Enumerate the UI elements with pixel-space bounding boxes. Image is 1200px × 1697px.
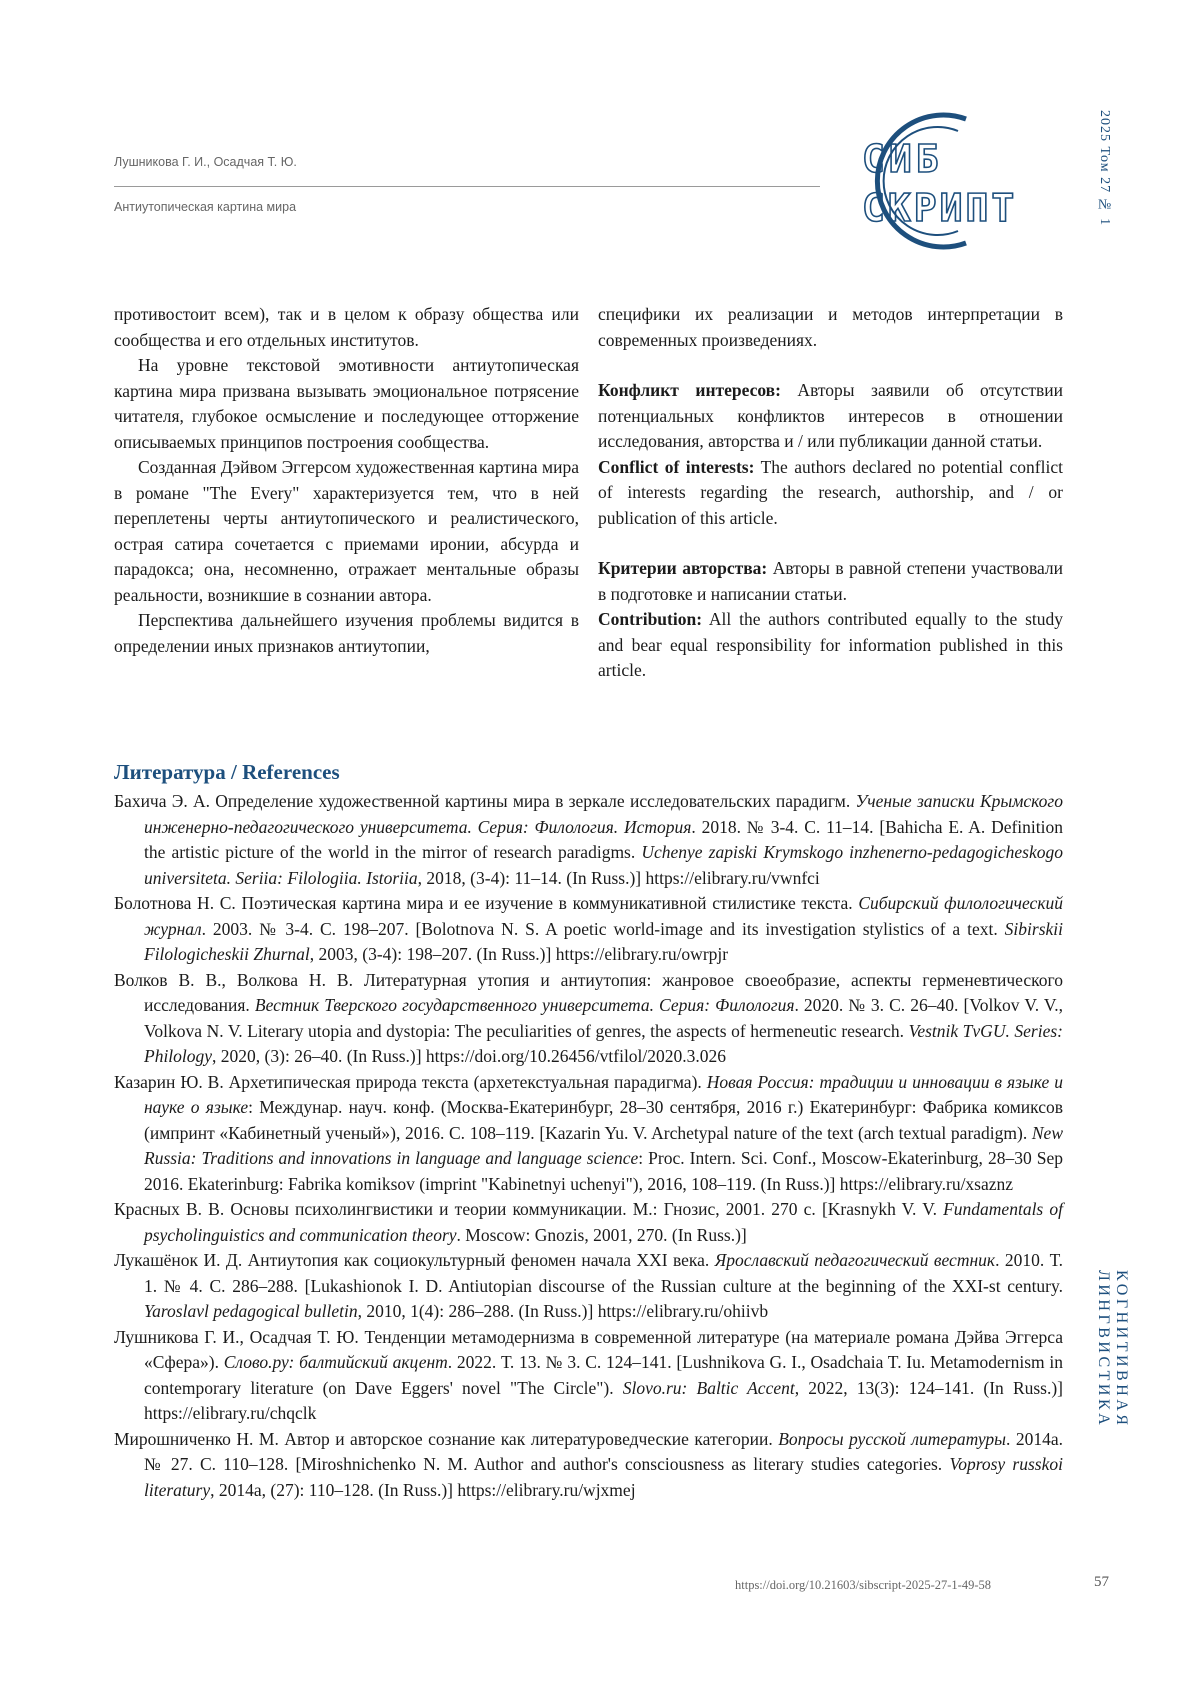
contribution-en-text: All the authors contributed equally to the study and bear equal responsibility for information published in this article.: [598, 609, 1063, 680]
conflict-ru-text: Авторы заявили об отсутствии потенциальных конфликтов интересов в отношении исследования, авторства и / или публикации данной статьи.: [598, 380, 1063, 451]
reference-text: Бахича Э. А. Определение художественной картины мира в зеркале исследовательских парадигм.: [114, 791, 856, 811]
running-head-title: Антиутопическая картина мира: [114, 200, 297, 214]
logo-text-line2: СКРИПТ: [862, 186, 1018, 230]
reference-text: Болотнова Н. С. Поэтическая картина мира и ее изучение в коммуникативной стилистике текста.: [114, 893, 859, 913]
reference-source: Вопросы русской литературы: [778, 1428, 1006, 1449]
reference-source: Ярославский педагогический вестник: [714, 1250, 996, 1270]
reference-source: Сибирский филологический журнал: [144, 893, 1063, 939]
section-label: КОГНИТИВНАЯ ЛИНГВИСТИКА: [1095, 1270, 1130, 1429]
contribution-ru-label: Критерии авторства:: [598, 558, 768, 578]
paragraph: Созданная Дэйвом Эггерсом художественная картина мира в романе "The Every" характеризуется тем, что в ней переплетены черты антиутопического и реалистического, острая сатира сочетается с приемами иронии, абсурда и парадокса; она, несомненно, отражает ментальные образы реальности, возникшие в сознании автора.: [114, 457, 579, 605]
reference-source: Uchenye zapiski Krymskogo inzhenerno-pedagogicheskogo universiteta. Seriia: Filologiia. Istoriia: [144, 842, 1063, 888]
paragraph: противостоит всем), так и в целом к образу общества или сообщества и его отдельных институтов.: [114, 304, 579, 350]
reference-source: Yaroslavl pedagogical bulletin: [144, 1301, 358, 1321]
conflict-en-label: Conflict of interests:: [598, 456, 755, 477]
reference-text: , 2018, (3-4): 11–14. (In Russ.)] https://elibrary.ru/vwnfci: [417, 867, 820, 888]
logo-text-line1: СИБ: [862, 137, 943, 181]
conflict-ru: [598, 378, 1063, 455]
reference-item: [114, 1248, 1063, 1325]
reference-text: , 2022, 13(3): 124–141. (In Russ.)] https://elibrary.ru/chqclk: [144, 1377, 1064, 1423]
reference-source: Ученые записки Крымского инженерно-педагогического университета. Серия: Филология. История: [144, 791, 1063, 837]
reference-item: [114, 1197, 1063, 1248]
reference-source: Слово.ру: балтийский акцент: [223, 1352, 448, 1372]
reference-text: , 2014a, (27): 110–128. (In Russ.)] https://elibrary.ru/wjxmej: [210, 1479, 636, 1500]
reference-text: . 2014a. № 27. С. 110–128. [Miroshnichenko N. M. Author and author's consciousness as literary studies categories.: [144, 1428, 1063, 1474]
left-column: [114, 302, 579, 659]
reference-text: Красных В. В. Основы психолингвистики и теории коммуникации. М.: Гнозис, 2001. 270 с. [Krasnykh V. V.: [114, 1199, 944, 1219]
references-list: [114, 789, 1063, 1503]
reference-text: . 2020. № 3. С. 26–40. [Volkov V. V., Volkova N. V. Literary utopia and dystopia: The peculiarities of genres, the aspects of hermeneutic research.: [144, 995, 1064, 1041]
references-heading: Литература / References: [114, 760, 340, 784]
reference-source: Slovo.ru: Baltic Accent: [622, 1377, 795, 1398]
paragraph: специфики их реализации и методов интерпретации в современных произведениях.: [598, 304, 1063, 350]
page-number: 57: [1094, 1574, 1109, 1590]
reference-text: . 2018. № 3-4. С. 11–14. [Bahicha E. A. Definition the artistic picture of the world in the mirror of research paradigms.: [144, 816, 1063, 862]
reference-source: New Russia: Traditions and innovations in language and language science: [144, 1122, 1063, 1168]
reference-text: Лукашёнок И. Д. Антиутопия как социокультурный феномен начала XXI века.: [114, 1250, 715, 1270]
header-divider: [114, 186, 820, 187]
reference-source: Sibirskii Filologicheskii Zhurnal: [144, 918, 1063, 964]
spacer: [598, 531, 1063, 556]
contribution-ru-text: Авторы в равной степени участвовали в подготовке и написании статьи.: [598, 558, 1063, 604]
running-head-authors: Лушникова Г. И., Осадчая Т. Ю.: [114, 155, 297, 169]
footer-doi-link[interactable]: https://doi.org/10.21603/sibscript-2025-27-1-49-58: [735, 1578, 992, 1592]
reference-item: [114, 1427, 1063, 1504]
conflict-ru-label: Конфликт интересов:: [598, 380, 781, 400]
reference-item: [114, 1070, 1063, 1198]
reference-item: [114, 789, 1063, 891]
right-column: [598, 302, 1063, 684]
paragraph: Перспектива дальнейшего изучения проблемы видится в определении иных признаков антиутопии,: [114, 610, 579, 656]
reference-text: . 2003. № 3-4. С. 198–207. [Bolotnova N. S. A poetic world-image and its investigation stylistics of a text.: [201, 918, 1005, 939]
reference-text: Казарин Ю. В. Архетипическая природа текста (архетекстуальная парадигма).: [114, 1071, 707, 1092]
conflict-en: [598, 455, 1063, 532]
reference-text: : Междунар. науч. конф. (Москва-Екатеринбург, 28–30 сентября, 2016 г.) Екатеринбург: Фабрика комиксов (импринт «Кабинетный ученый»), 2016. С. 108–119. [Kazarin Yu. V. Archetypal nature of the text (arch textual paradigm).: [144, 1097, 1063, 1143]
reference-text: Мирошниченко Н. М. Автор и авторское сознание как литературоведческие категории.: [114, 1428, 779, 1449]
spacer: [598, 353, 1063, 378]
reference-text: . 2010. Т. 1. № 4. С. 286–288. [Lukashionok I. D. Antiutopian discourse of the Russian culture at the beginning of the XXI-st century.: [144, 1250, 1063, 1296]
journal-logo: [826, 105, 1062, 255]
reference-text: : Proc. Intern. Sci. Conf., Moscow-Ekaterinburg, 28–30 Sep 2016. Ekaterinburg: Fabrika komiksov (imprint "Kabinetnyi uchenyi"), 2016, 108–119. (In Russ.)] https://elibrary.ru/xsaznz: [144, 1148, 1063, 1194]
reference-item: [114, 968, 1063, 1070]
reference-text: Лушникова Г. И., Осадчая Т. Ю. Тенденции метамодернизма в современной литературе (на материале романа Дэйва Эггерса «Сфера»).: [114, 1326, 1063, 1372]
reference-source: Вестник Тверского государственного университета. Серия: Филология: [254, 995, 795, 1015]
reference-source: Fundamentals of psycholinguistics and communication theory: [144, 1199, 1063, 1245]
reference-source: Vestnik TvGU. Series: Philology: [144, 1020, 1063, 1066]
reference-text: , 2010, 1(4): 286–288. (In Russ.)] https://elibrary.ru/ohiivb: [357, 1301, 769, 1321]
reference-text: . 2022. Т. 13. № 3. С. 124–141. [Lushnikova G. I., Osadchaia T. Iu. Metamodernism in contemporary literature (on Dave Eggers' novel "The Circle").: [144, 1352, 1063, 1398]
issue-label: 2025 Том 27 № 1: [1097, 110, 1112, 227]
reference-text: Волков В. В., Волкова Н. В. Литературная утопия и антиутопия: жанровое своеобразие, аспекты герменевтического исследования.: [114, 969, 1063, 1015]
reference-source: Новая Россия: традиции и инновации в языке и науке о языке: [144, 1071, 1064, 1117]
reference-source: Voprosy russkoi literatury: [144, 1454, 1063, 1500]
contribution-en-label: Contribution:: [598, 609, 703, 629]
reference-text: , 2003, (3-4): 198–207. (In Russ.)] https://elibrary.ru/owrpjr: [309, 944, 729, 964]
reference-text: . Moscow: Gnozis, 2001, 270. (In Russ.)]: [456, 1224, 747, 1245]
contribution-ru: [598, 556, 1063, 607]
conflict-en-text: The authors declared no potential conflict of interests regarding the research, authorship, and / or publication of this article.: [598, 456, 1063, 528]
reference-text: , 2020, (3): 26–40. (In Russ.)] https://doi.org/10.26456/vtfilol/2020.3.026: [212, 1046, 727, 1066]
contribution-en: [598, 607, 1063, 684]
reference-item: [114, 891, 1063, 968]
reference-item: [114, 1325, 1063, 1427]
paragraph: На уровне текстовой эмотивности антиутопическая картина мира призвана вызывать эмоциональное потрясение читателя, глубокое осмысление и последующее отторжение описываемых принципов построения сообщества.: [114, 355, 579, 452]
